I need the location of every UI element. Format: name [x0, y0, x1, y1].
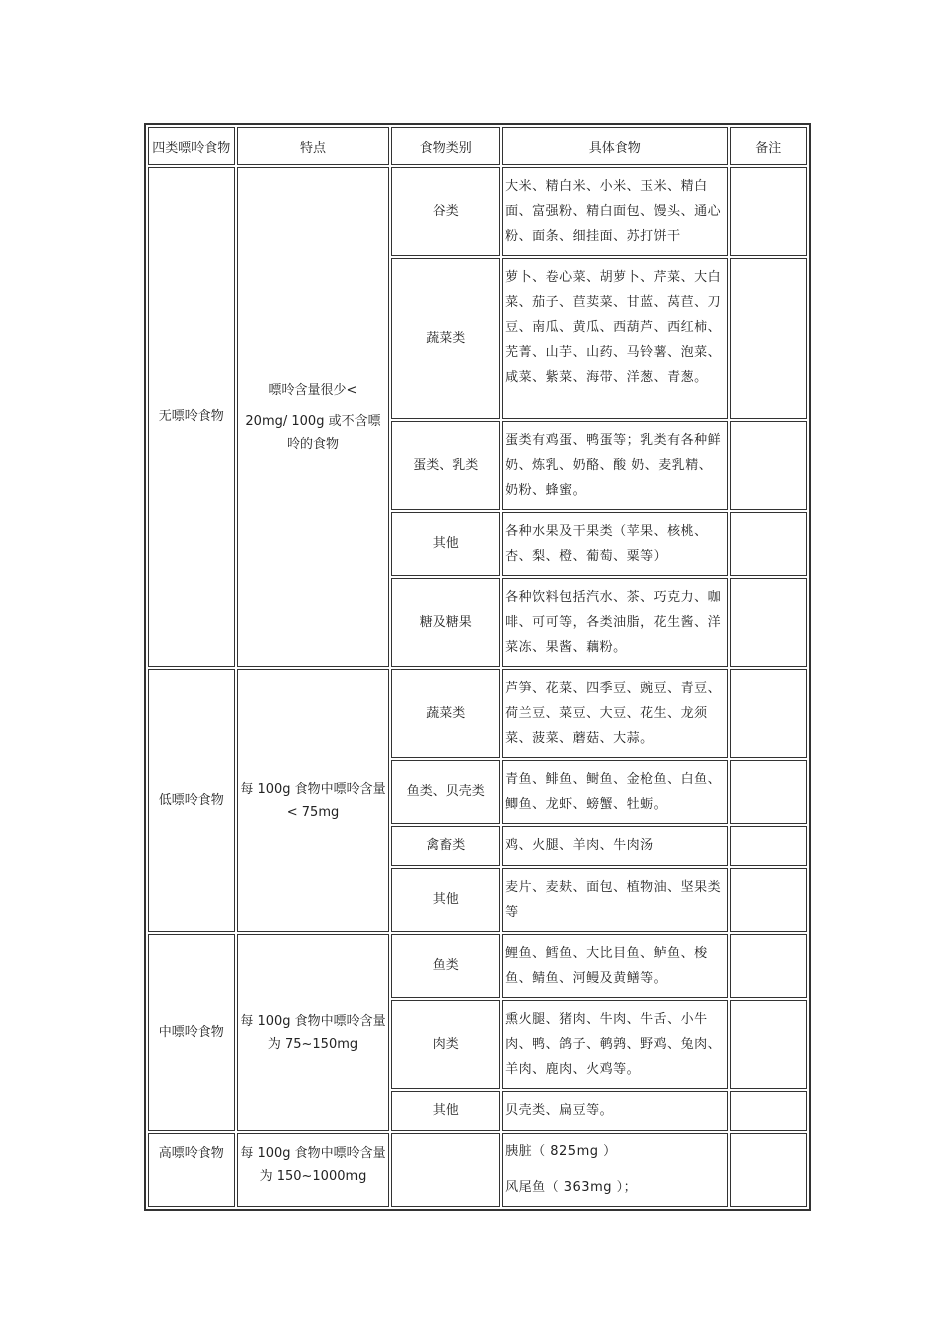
note-cell [730, 512, 808, 576]
foods-cell: 熏火腿、猪肉、牛肉、牛舌、小牛肉、鸭、鸽子、鹌鹑、野鸡、兔肉、羊肉、鹿肉、火鸡等。 [502, 1000, 727, 1089]
category-cell: 鱼类 [391, 934, 500, 998]
category-cell [391, 1133, 500, 1207]
foods-cell: 芦笋、花菜、四季豆、豌豆、青豆、荷兰豆、菜豆、大豆、花生、龙须菜、菠菜、蘑菇、大蒜。 [502, 669, 727, 758]
foods-cell [502, 1133, 727, 1207]
note-cell [730, 934, 808, 998]
foods-cell: 麦片、麦麸、面包、植物油、坚果类等 [502, 868, 727, 932]
foods-cell: 贝壳类、扁豆等。 [502, 1091, 727, 1131]
group-name-medium: 中嘌呤食物 [148, 934, 235, 1131]
foods-cell: 鸡、火腿、羊肉、牛肉汤 [502, 826, 727, 866]
category-cell: 蔬菜类 [391, 258, 500, 419]
table-header-row [148, 127, 807, 165]
category-cell: 蛋类、乳类 [391, 421, 500, 510]
food-line: 风尾鱼（ 363mg ）； [505, 1180, 638, 1195]
category-cell: 其他 [391, 1091, 500, 1131]
note-cell [730, 258, 808, 419]
header-specific-foods: 具体食物 [502, 127, 727, 165]
category-cell: 禽畜类 [391, 826, 500, 866]
foods-cell: 青鱼、鲱鱼、鲥鱼、金枪鱼、白鱼、鲫鱼、龙虾、螃蟹、牡蛎。 [502, 760, 727, 824]
group-name-none: 无嘌呤食物 [148, 167, 235, 667]
note-cell [730, 1091, 808, 1131]
note-cell [730, 826, 808, 866]
category-cell: 其他 [391, 512, 500, 576]
group-feature-high: 每 100g 食物中嘌呤含量为 150~1000mg [237, 1133, 390, 1207]
group-feature-medium: 每 100g 食物中嘌呤含量为 75~150mg [237, 934, 390, 1131]
foods-cell: 萝卜、卷心菜、胡萝卜、芹菜、大白菜、茄子、苣荬菜、甘蓝、莴苣、刀豆、南瓜、黄瓜、西葫芦、西红柿、芜菁、山芋、山药、马铃薯、泡菜、咸菜、紫菜、海带、洋葱、青葱。 [502, 258, 727, 419]
note-cell [730, 167, 808, 256]
note-cell [730, 1000, 808, 1089]
category-cell: 蔬菜类 [391, 669, 500, 758]
note-cell [730, 669, 808, 758]
note-cell [730, 760, 808, 824]
group-name-high: 高嘌呤食物 [148, 1133, 235, 1207]
feature-line: 嘌呤含量很少< [268, 382, 358, 398]
table-row [148, 934, 807, 998]
foods-cell: 蛋类有鸡蛋、鸭蛋等；乳类有各种鲜奶、炼乳、奶酪、酸 奶、麦乳精、奶粉、蜂蜜。 [502, 421, 727, 510]
category-cell: 糖及糖果 [391, 578, 500, 667]
header-purine-type: 四类嘌呤食物 [148, 127, 235, 165]
category-cell: 肉类 [391, 1000, 500, 1089]
table-row [148, 1133, 807, 1207]
table-row [148, 669, 807, 758]
foods-cell: 各种水果及干果类（苹果、核桃、杏、梨、橙、葡萄、粟等） [502, 512, 727, 576]
feature-line: 20mg/ 100g 或不含嘌呤的食物 [245, 413, 381, 452]
group-feature-none [237, 167, 390, 667]
note-cell [730, 1133, 808, 1207]
category-cell: 鱼类、贝壳类 [391, 760, 500, 824]
group-name-low: 低嘌呤食物 [148, 669, 235, 932]
note-cell [730, 421, 808, 510]
foods-cell: 各种饮料包括汽水、茶、巧克力、咖啡、可可等，各类油脂，花生酱、洋菜冻、果酱、藕粉。 [502, 578, 727, 667]
header-feature: 特点 [237, 127, 390, 165]
header-notes: 备注 [730, 127, 808, 165]
foods-cell: 大米、精白米、小米、玉米、精白面、富强粉、精白面包、馒头、通心粉、面条、细挂面、苏打饼干 [502, 167, 727, 256]
category-cell: 其他 [391, 868, 500, 932]
header-category: 食物类别 [391, 127, 500, 165]
note-cell [730, 578, 808, 667]
table-row [148, 167, 807, 256]
food-line: 胰脏（ 825mg ） [505, 1144, 617, 1159]
purine-food-table [144, 123, 811, 1211]
note-cell [730, 868, 808, 932]
category-cell: 谷类 [391, 167, 500, 256]
foods-cell: 鲤鱼、鳕鱼、大比目鱼、鲈鱼、梭鱼、鲭鱼、河鳗及黄鳝等。 [502, 934, 727, 998]
group-feature-low: 每 100g 食物中嘌呤含量 < 75mg [237, 669, 390, 932]
